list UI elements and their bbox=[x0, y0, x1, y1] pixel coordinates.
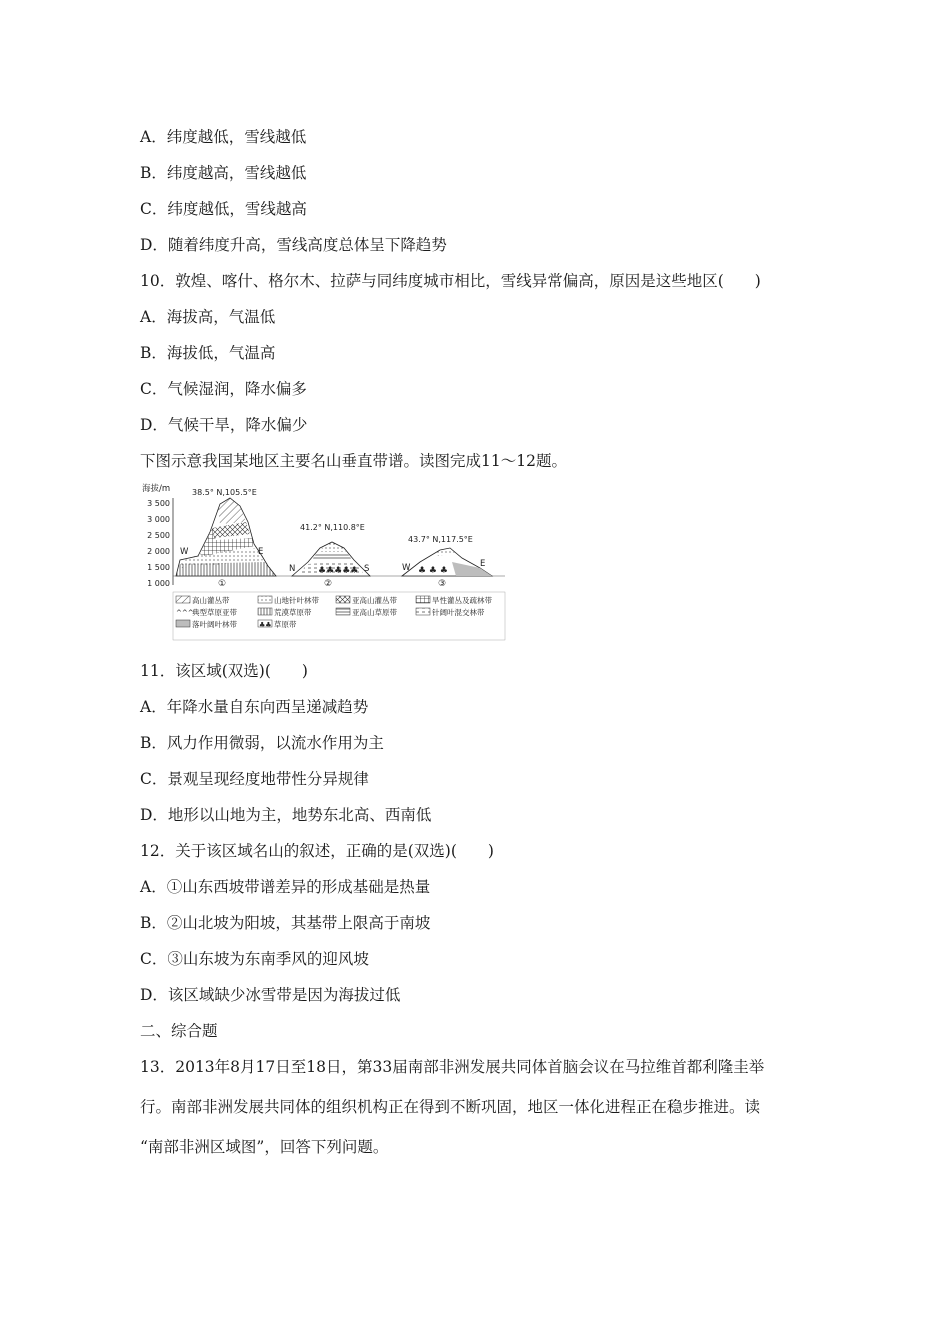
legend-item-6: 荒漠草原带 bbox=[274, 608, 312, 617]
q12-stem: 12．关于该区域名山的叙述，正确的是(双选)( ) bbox=[140, 842, 494, 860]
q12-option-a: A．①山东西坡带谱差异的形成基础是热量 bbox=[140, 878, 431, 896]
mountain-1 bbox=[176, 488, 276, 589]
mountain-1-coord: 38.5° N,105.5°E bbox=[192, 488, 257, 497]
q10-option-c: C．气候湿润，降水偏多 bbox=[140, 380, 307, 398]
y-ticks bbox=[147, 499, 170, 588]
q12-option-d: D．该区域缺少冰雪带是因为海拔过低 bbox=[140, 986, 401, 1004]
svg-text:♣ ♣ ♣: ♣ ♣ ♣ bbox=[418, 566, 448, 576]
q10-option-a: A．海拔高，气温低 bbox=[140, 308, 276, 326]
svg-text:♣♣♣♣♣: ♣♣♣♣♣ bbox=[318, 566, 359, 576]
legend-item-8: 针阔叶混交林带 bbox=[432, 608, 485, 617]
legend-item-10: 草原带 bbox=[274, 620, 297, 629]
q9-option-d: D．随着纬度升高，雪线高度总体呈下降趋势 bbox=[140, 236, 447, 254]
svg-text:^^^: ^^^ bbox=[176, 609, 194, 617]
y-tick-3500: 3 500 bbox=[147, 499, 170, 508]
legend-item-2: 山地针叶林带 bbox=[274, 596, 319, 605]
mountain-2-south-label: S bbox=[364, 564, 370, 574]
legend bbox=[173, 592, 505, 640]
mountain-1-west-label: W bbox=[180, 547, 189, 557]
y-tick-1000: 1 000 bbox=[147, 579, 170, 588]
svg-text:♣♣: ♣♣ bbox=[259, 621, 272, 629]
legend-item-5: 典型草原亚带 bbox=[192, 608, 237, 617]
section-heading: 二、综合题 bbox=[140, 1022, 218, 1040]
mountain-3-number: ③ bbox=[438, 579, 447, 589]
y-tick-2500: 2 500 bbox=[147, 531, 170, 540]
y-axis-label: 海拔/m bbox=[142, 484, 171, 494]
q12-option-b: B．②山北坡为阳坡，其基带上限高于南坡 bbox=[140, 914, 431, 932]
q11-option-c: C．景观呈现经度地带性分异规律 bbox=[140, 770, 369, 788]
mountain-1-east-label: E bbox=[258, 547, 264, 557]
y-tick-3000: 3 000 bbox=[147, 515, 170, 524]
q13-line-1: 13．2013年8月17日至18日，第33届南部非洲发展共同体首脑会议在马拉维首都利隆圭举 bbox=[140, 1058, 765, 1076]
q13-line-3: “南部非洲区域图”，回答下列问题。 bbox=[140, 1138, 389, 1156]
q11-option-b: B．风力作用微弱，以流水作用为主 bbox=[140, 734, 384, 752]
legend-item-7: 亚高山草原带 bbox=[352, 608, 397, 617]
q9-option-b: B．纬度越高，雪线越低 bbox=[140, 164, 307, 182]
mountain-2 bbox=[289, 523, 370, 589]
figure-intro: 下图示意我国某地区主要名山垂直带谱。读图完成11～12题。 bbox=[140, 452, 567, 470]
legend-item-9: 落叶阔叶林带 bbox=[192, 620, 237, 629]
legend-item-3: 亚高山灌丛带 bbox=[352, 596, 397, 605]
mountain-1-number: ① bbox=[218, 579, 227, 589]
mountain-3-west-label: W bbox=[402, 563, 411, 573]
q10-option-d: D．气候干旱，降水偏少 bbox=[140, 416, 308, 434]
legend-item-1: 高山灌丛带 bbox=[192, 596, 230, 605]
mountain-2-number: ② bbox=[324, 579, 333, 589]
q9-option-c: C．纬度越低，雪线越高 bbox=[140, 200, 307, 218]
q13-line-2: 行。南部非洲发展共同体的组织机构正在得到不断巩固，地区一体化进程正在稳步推进。读 bbox=[140, 1098, 761, 1116]
mountain-3-east-label: E bbox=[480, 559, 486, 569]
q11-stem: 11．该区域(双选)( ) bbox=[140, 662, 308, 680]
vertical-zonation-figure bbox=[140, 482, 520, 642]
legend-item-4: 旱性灌丛及疏林带 bbox=[432, 596, 492, 605]
q11-option-d: D．地形以山地为主，地势东北高、西南低 bbox=[140, 806, 432, 824]
y-tick-2000: 2 000 bbox=[147, 547, 170, 556]
mountain-3 bbox=[402, 535, 492, 589]
q10-option-b: B．海拔低，气温高 bbox=[140, 344, 276, 362]
mountain-2-north-label: N bbox=[289, 564, 296, 574]
q9-option-a: A．纬度越低，雪线越低 bbox=[140, 128, 307, 146]
y-tick-1500: 1 500 bbox=[147, 563, 170, 572]
mountain-3-coord: 43.7° N,117.5°E bbox=[408, 535, 473, 544]
q10-stem: 10．敦煌、喀什、格尔木、拉萨与同纬度城市相比，雪线异常偏高，原因是这些地区( ) bbox=[140, 272, 761, 290]
mountain-2-coord: 41.2° N,110.8°E bbox=[300, 523, 365, 532]
q12-option-c: C．③山东坡为东南季风的迎风坡 bbox=[140, 950, 369, 968]
q11-option-a: A．年降水量自东向西呈递减趋势 bbox=[140, 698, 369, 716]
